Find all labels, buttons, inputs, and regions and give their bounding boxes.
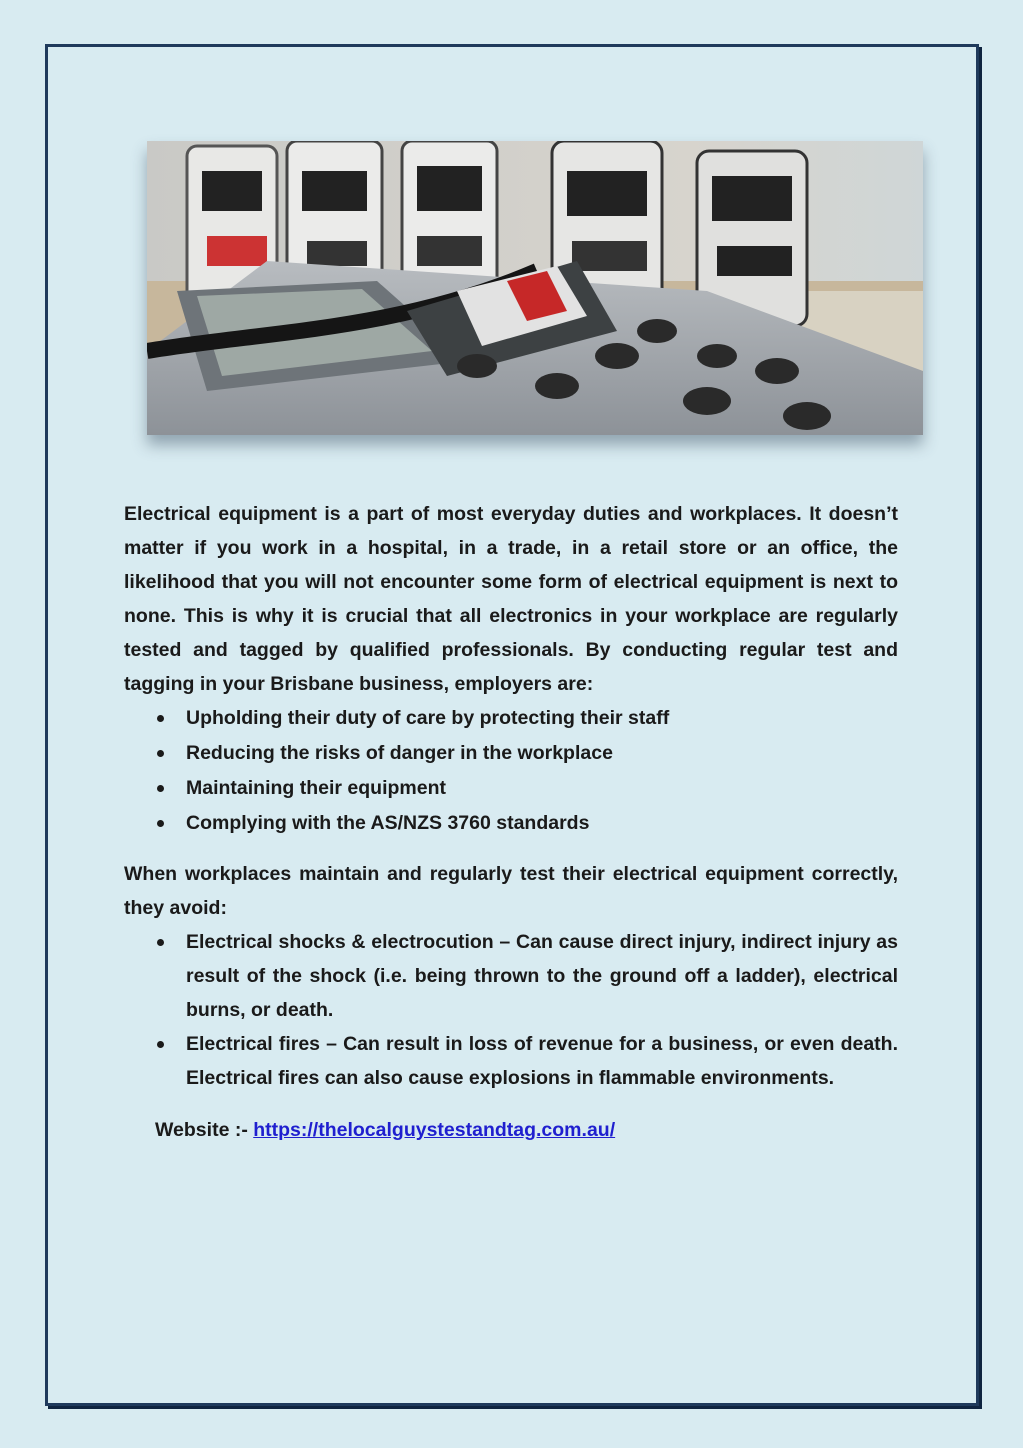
bullet-icon: [157, 785, 164, 792]
bullet-icon: [157, 939, 164, 946]
second-paragraph: When workplaces maintain and regularly test their electrical equipment correctly, they avoid:: [124, 863, 898, 919]
list-item: Maintaining their equipment: [124, 771, 898, 806]
benefits-list: [124, 701, 898, 841]
intro-paragraph: Electrical equipment is a part of most everyday duties and workplaces. It doesn’t matter if you work in a hospital, in a trade, in a retail store or an office, the likelihood that you will not encounter some form of electrical equipment is next to none. This is why it is crucial that all electronics in your workplace are regularly tested and tagged by qualified professionals. By conducting regular test and tagging in your Brisbane business, employers are:: [124, 503, 898, 695]
website-line: [124, 1113, 898, 1147]
bullet-icon: [157, 715, 164, 722]
list-item: Complying with the AS/NZS 3760 standards: [124, 806, 898, 841]
electrical-test-and-tag-photo: [147, 141, 923, 435]
bullet-icon: [157, 1041, 164, 1048]
website-label: Website :-: [155, 1119, 254, 1141]
bullet-icon: [157, 820, 164, 827]
list-item: Electrical fires – Can result in loss of revenue for a business, or even death. Electrical fires can also cause explosions in flammable environments.: [124, 1027, 898, 1095]
list-item: Electrical shocks & electrocution – Can cause direct injury, indirect injury as result of the shock (i.e. being thrown to the ground off a ladder), electrical burns, or death.: [124, 925, 898, 1027]
list-item: Upholding their duty of care by protecting their staff: [124, 701, 898, 736]
list-item: Reducing the risks of danger in the workplace: [124, 736, 898, 771]
website-link[interactable]: https://thelocalguystestandtag.com.au/: [253, 1119, 616, 1141]
bullet-icon: [157, 750, 164, 757]
risks-list: [124, 925, 898, 1095]
